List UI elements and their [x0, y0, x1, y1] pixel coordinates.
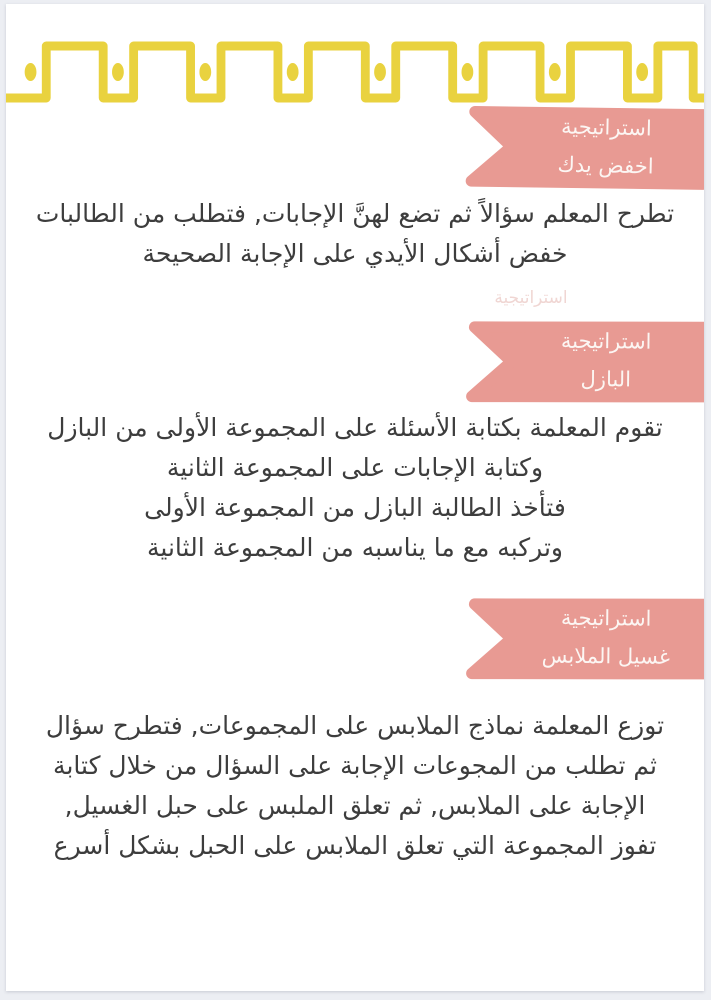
strategy-body-line: وتركبه مع ما يناسبه من المجموعة الثانية — [147, 533, 563, 562]
border-dots — [25, 63, 648, 81]
ribbon-title: استراتيجية — [560, 605, 652, 631]
square-wave-path — [6, 46, 704, 98]
ribbon-title: استراتيجية — [560, 328, 652, 354]
strategy-body-line: الإجابة على الملابس, ثم تعلق الملبس على حبل الغسيل, — [64, 791, 646, 820]
strategy-body-puzzle — [6, 408, 704, 568]
ribbon-banner-lower-your-hand — [466, 103, 704, 190]
ribbon-banner-laundry — [467, 596, 704, 681]
strategy-body-lower-your-hand — [6, 194, 704, 274]
strategy-body-line: تفوز المجموعة التي تعلق الملابس على الحبل بشكل أسرع — [53, 831, 657, 860]
ribbon-subtitle: البازل — [580, 366, 632, 392]
strategy-body-line: خفض أشكال الأيدي على الإجابة الصحيحة — [142, 239, 568, 268]
strategy-body-line: وكتابة الإجابات على المجموعة الثانية — [166, 453, 544, 482]
ribbon-banner-puzzle — [467, 319, 704, 404]
strategy-body-line: تطرح المعلم سؤالاً ثم تضع لهنَّ الإجابات, فتطلب من الطالبات — [35, 199, 675, 228]
ribbon-subtitle: اخفض يدك — [557, 152, 654, 179]
strategy-body-laundry — [6, 706, 704, 866]
watermark-text: استراتيجية — [494, 288, 568, 308]
ribbon-title: استراتيجية — [560, 114, 652, 141]
strategy-body-line: تقوم المعلمة بكتابة الأسئلة على المجموعة الأولى من البازل — [47, 413, 663, 442]
strategy-body-line: فتأخذ الطالبة البازل من المجموعة الأولى — [144, 493, 566, 522]
strategy-body-line: توزع المعلمة نماذج الملابس على المجموعات, فتطرح سؤال — [45, 711, 665, 740]
top-border-decoration — [6, 38, 704, 108]
page-card — [6, 4, 704, 991]
ribbon-subtitle: غسيل الملابس — [541, 643, 671, 669]
strategy-body-line: ثم تطلب من المجوعات الإجابة على السؤال من خلال كتابة — [53, 751, 657, 780]
